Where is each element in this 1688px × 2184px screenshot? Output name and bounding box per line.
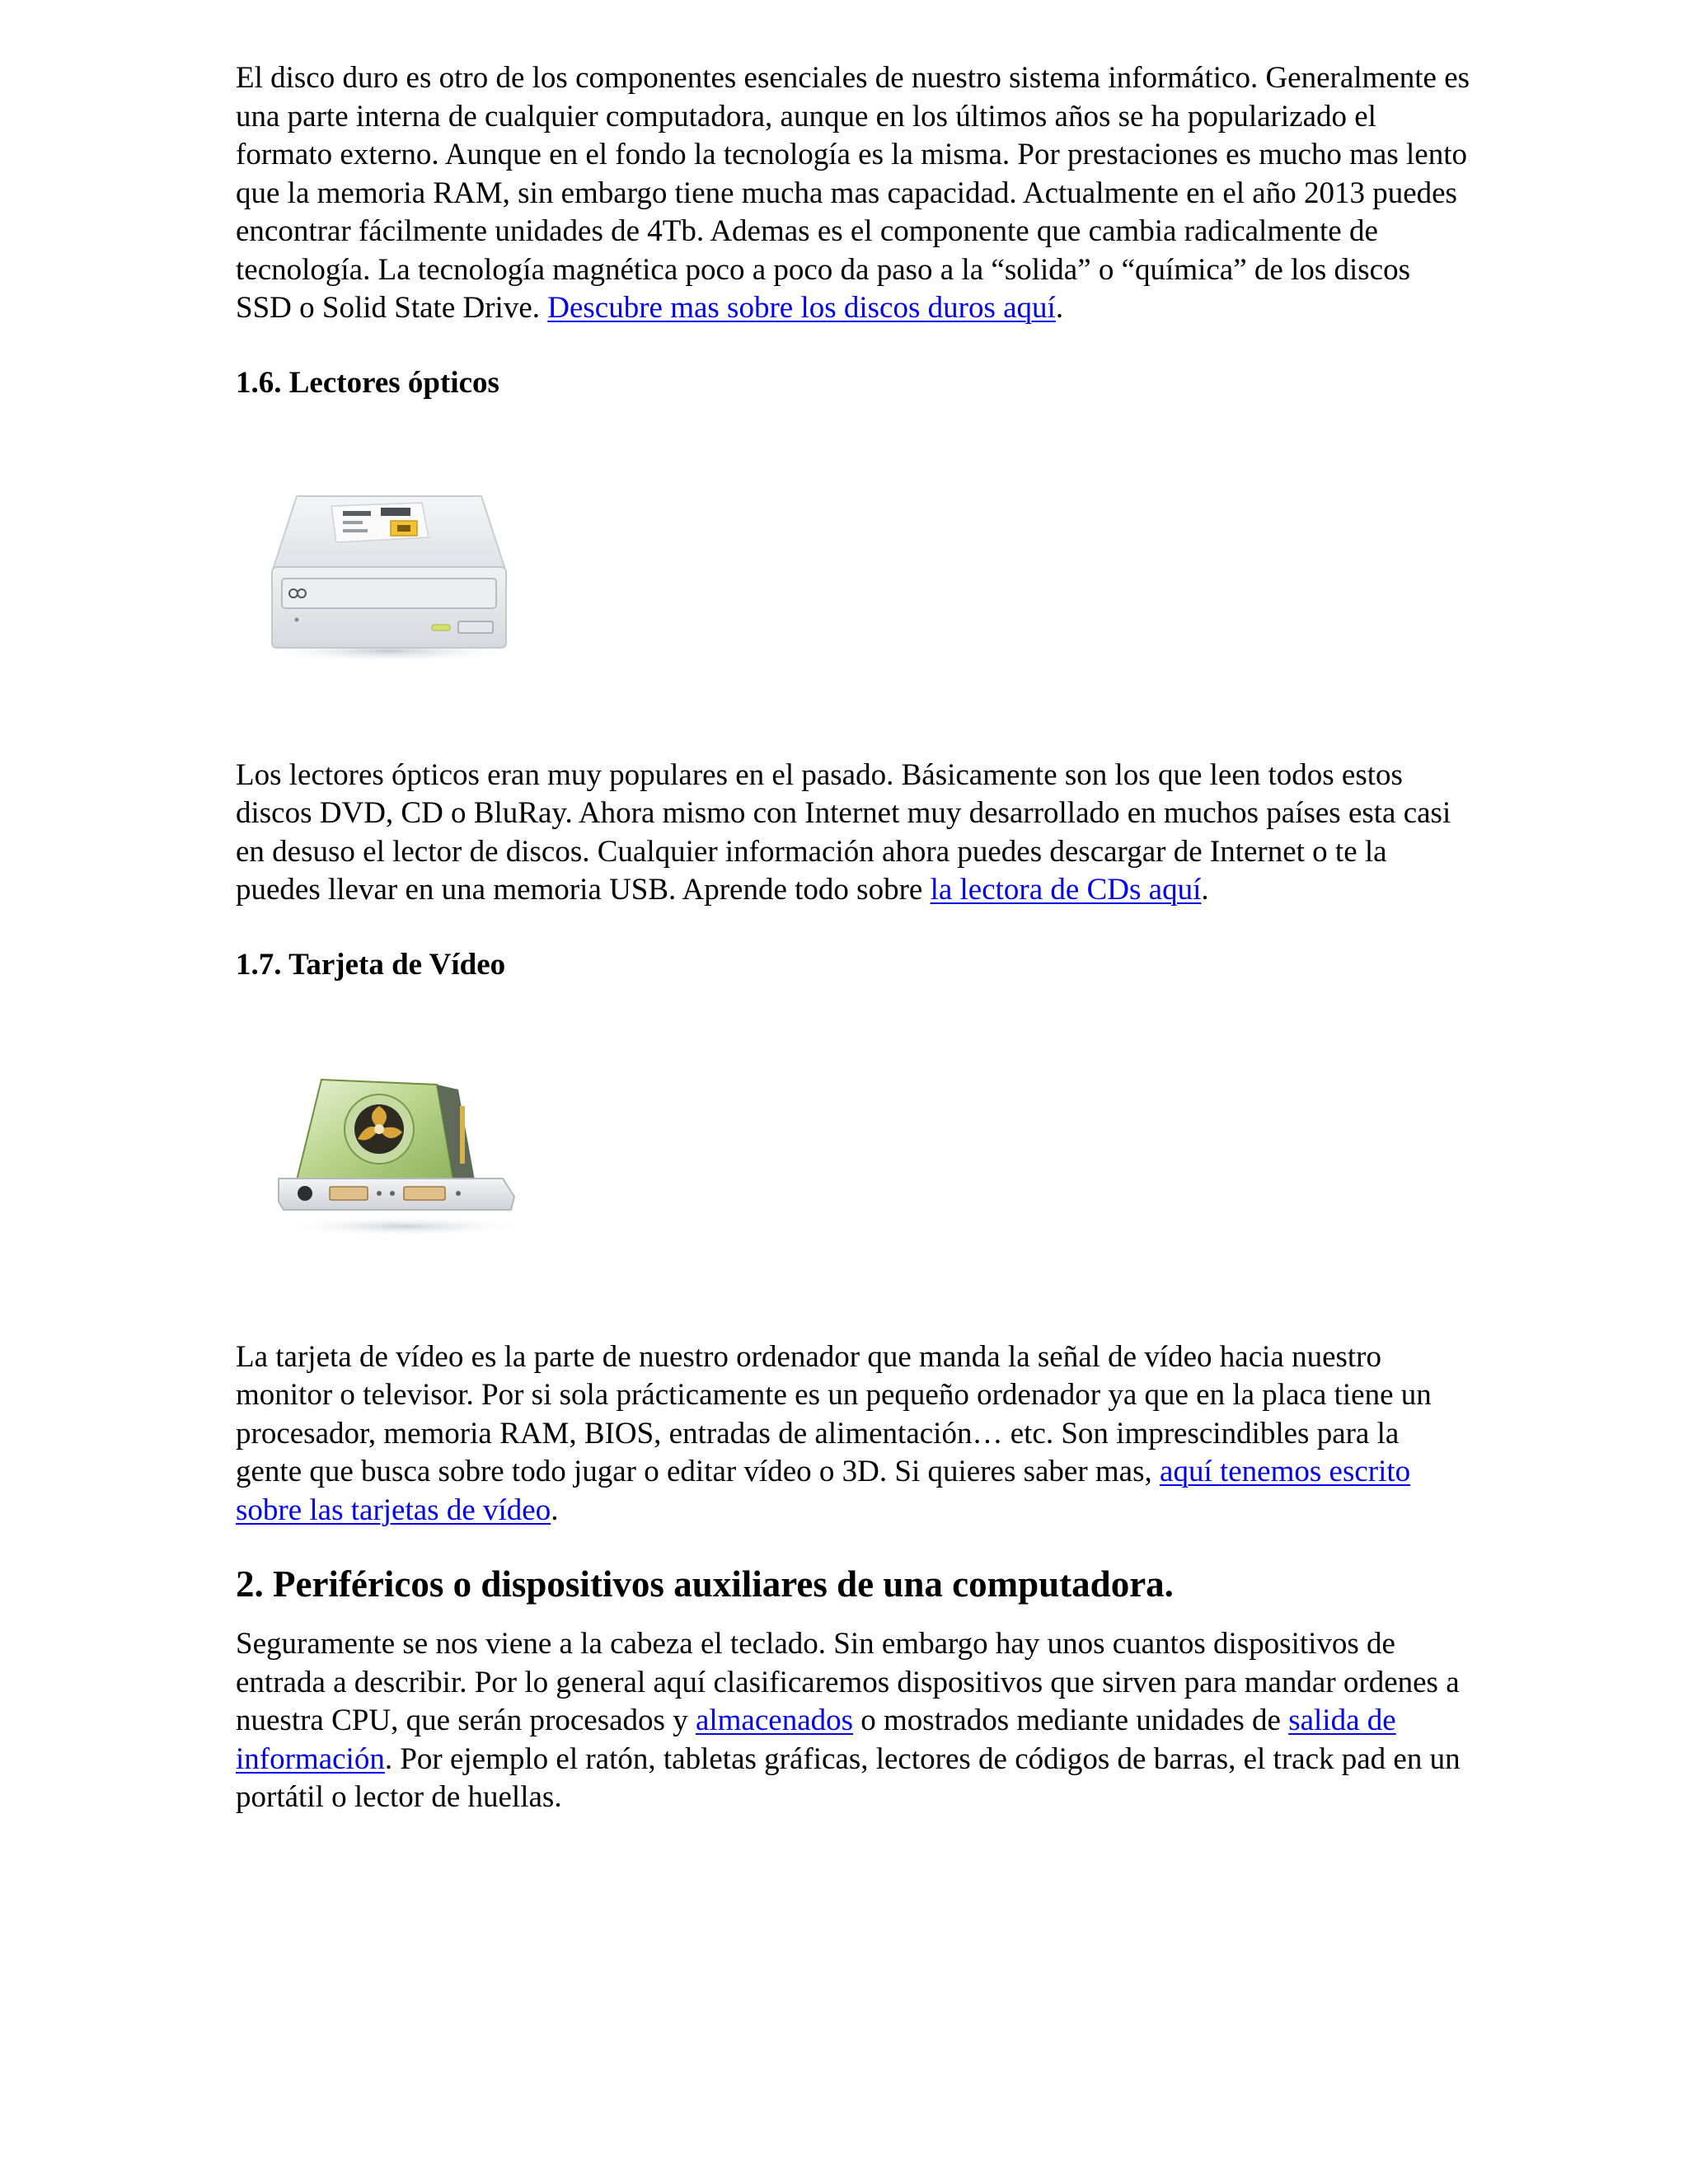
- heading-optical-readers: 1.6. Lectores ópticos: [236, 365, 499, 400]
- video-card-figure: [236, 984, 1472, 1338]
- video-card-icon: [264, 1057, 528, 1254]
- storage-link[interactable]: almacenados: [695, 1704, 854, 1737]
- paragraph-text: . Por ejemplo el ratón, tabletas gráficas, lectores de códigos de barras, el track pad en un portátil o lector de huellas.: [236, 1741, 1461, 1814]
- paragraph-text: Seguramente se nos viene a la cabeza el teclado. Sin embargo hay unos cuantos dispositivos de entrada a describir. Por lo general aquí clasificaremos dispositivos que sirven para mandar ordenes a nuestra CPU, que serán procesados y: [236, 1627, 1460, 1737]
- heading-peripherals: 2. Periféricos o dispositivos auxiliares de una computadora.: [236, 1563, 1174, 1605]
- paragraph-punctuation: .: [551, 1493, 559, 1527]
- paragraph-peripherals: [236, 1625, 1472, 1817]
- document-body: [236, 49, 1472, 1817]
- hard-disk-link[interactable]: Descubre mas sobre los discos duros aquí: [547, 291, 1056, 325]
- paragraph-text: El disco duro es otro de los componentes esenciales de nuestro sistema informático. Generalmente es una parte interna de cualquier computadora, aunque en los últimos años se ha popularizado el formato externo. Aunque en el fondo la tecnología es la misma. Por prestaciones es mucho mas lento que la memoria RAM, sin embargo tiene mucha mas capacidad. Actualmente en el año 2013 puedes encontrar fácilmente unidades de 4Tb. Ademas es el componente que cambia radicalmente de tecnología. La tecnología magnética poco a poco da paso a la “solida” o “química” de los discos SSD o Solid State Drive.: [236, 61, 1470, 325]
- paragraph-text: La tarjeta de vídeo es la parte de nuestro ordenador que manda la señal de vídeo hacia nuestro monitor o televisor. Por si sola prácticamente es un pequeño ordenador ya que en la placa tiene un procesador, memoria RAM, BIOS, entradas de alimentación… etc. Son imprescindibles para la gente que busca sobre todo jugar o editar vídeo o 3D. Si quieres saber mas,: [236, 1339, 1432, 1488]
- paragraph-text: o mostrados mediante unidades de: [860, 1704, 1281, 1737]
- optical-drive-icon: [257, 478, 521, 676]
- optical-drive-figure: [236, 402, 1472, 757]
- paragraph-text: Los lectores ópticos eran muy populares en el pasado. Básicamente son los que leen todos estos discos DVD, CD o BluRay. Ahora mismo con Internet muy desarrollado en muchos países esta casi en desuso el lector de discos. Cualquier información ahora puedes descargar de Internet o te la puedes llevar en una memoria USB. Aprende todo sobre: [236, 757, 1451, 907]
- paragraph-punctuation: .: [1055, 291, 1064, 325]
- heading-video-card: 1.7. Tarjeta de Vídeo: [236, 947, 506, 982]
- paragraph-video-card: [236, 1338, 1472, 1530]
- paragraph-optical-readers: [236, 757, 1472, 910]
- paragraph-hard-disk: [236, 59, 1472, 328]
- cd-reader-link[interactable]: la lectora de CDs aquí: [930, 873, 1202, 907]
- output-devices-link[interactable]: salida de información: [236, 1704, 1396, 1776]
- video-card-link[interactable]: aquí tenemos escrito sobre las tarjetas de vídeo: [236, 1455, 1411, 1527]
- paragraph-punctuation: .: [1201, 873, 1209, 907]
